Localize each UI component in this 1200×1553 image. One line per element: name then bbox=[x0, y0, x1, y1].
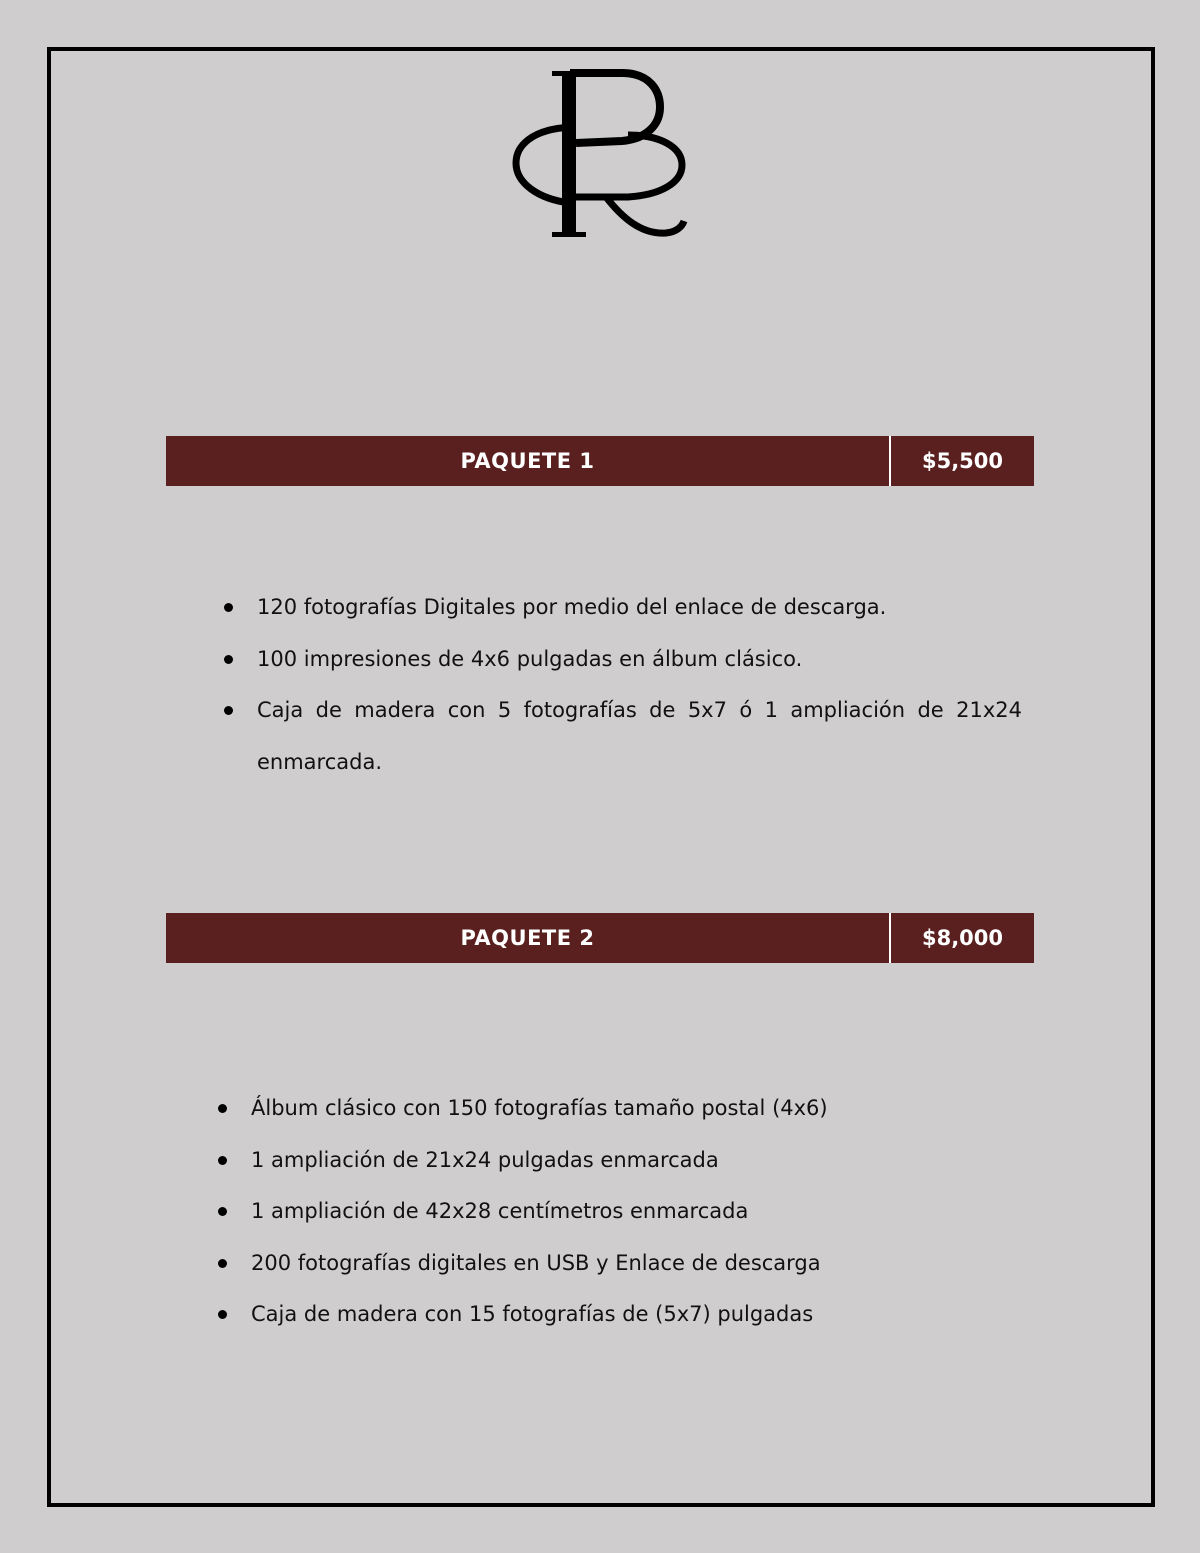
br-monogram-logo bbox=[510, 65, 690, 245]
package-1-name: PAQUETE 1 bbox=[166, 436, 889, 486]
list-item: Caja de madera con 15 fotografías de (5x7) pulgadas bbox=[251, 1289, 1031, 1341]
package-2-price: $8,000 bbox=[891, 913, 1034, 963]
package-1-features bbox=[257, 582, 1022, 788]
list-item: Caja de madera con 5 fotografías de 5x7 ó 1 ampliación de 21x24 bbox=[257, 685, 1022, 737]
list-item: 1 ampliación de 21x24 pulgadas enmarcada bbox=[251, 1135, 1031, 1187]
list-item: 200 fotografías digitales en USB y Enlace de descarga bbox=[251, 1238, 1031, 1290]
package-1-price: $5,500 bbox=[891, 436, 1034, 486]
package-2-features bbox=[251, 1083, 1031, 1341]
list-item-continuation: enmarcada. bbox=[257, 749, 383, 774]
package-2-header bbox=[166, 913, 1034, 963]
package-2-name: PAQUETE 2 bbox=[166, 913, 889, 963]
list-item: Álbum clásico con 150 fotografías tamaño postal (4x6) bbox=[251, 1083, 1031, 1135]
list-item: 1 ampliación de 42x28 centímetros enmarcada bbox=[251, 1186, 1031, 1238]
list-item: 120 fotografías Digitales por medio del enlace de descarga. bbox=[257, 582, 1022, 634]
package-1-header bbox=[166, 436, 1034, 486]
list-item: 100 impresiones de 4x6 pulgadas en álbum clásico. bbox=[257, 634, 1022, 686]
